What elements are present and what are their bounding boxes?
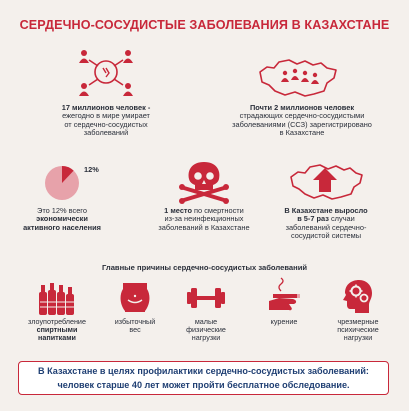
stat-registered-text bbox=[232, 104, 372, 137]
causes-title: Главные причины сердечно-сосудистых заболеваний bbox=[101, 263, 308, 272]
stat-deaths-line3: от сердечно-сосудистых заболеваний bbox=[64, 119, 148, 137]
stat-registered-line2: страдающих сердечно-сосудистыми bbox=[239, 111, 365, 121]
stat-registered-bold: Почти 2 миллионов человек bbox=[249, 103, 355, 112]
cause-overweight-line1: избыточный bbox=[114, 317, 156, 326]
head-gears-icon bbox=[341, 279, 375, 315]
people-heart-icon bbox=[76, 48, 136, 100]
cause-alcohol bbox=[22, 318, 92, 342]
stat-deaths-text bbox=[44, 104, 168, 137]
cause-alcohol-line2: спиртными bbox=[36, 325, 78, 335]
cause-low-activity-line1: малые bbox=[194, 317, 218, 326]
stat-working-line2: экономически bbox=[36, 214, 88, 224]
cause-smoking-line1: курение bbox=[270, 317, 298, 326]
map-up-arrow-icon bbox=[288, 162, 364, 202]
stat-registered-line3: заболеваниями (ССЗ) зарегистрировано bbox=[232, 119, 372, 129]
belly-icon bbox=[119, 281, 151, 315]
stat-working-line1: Это 12% всего bbox=[37, 206, 87, 215]
stat-mortality-line1-rest: по смертности bbox=[191, 206, 244, 215]
prevention-line1: В Казахстане в целях профилактики сердечно-сосудистых заболеваний: bbox=[38, 366, 369, 376]
cause-smoking bbox=[249, 318, 319, 326]
cause-alcohol-line1: злоупотребление bbox=[28, 317, 86, 326]
cause-overweight-line2: вес bbox=[129, 325, 141, 335]
stat-mortality-line3: заболеваний в Казахстане bbox=[158, 222, 250, 232]
cause-mental-stress bbox=[323, 318, 393, 342]
stat-deaths-bold: 17 миллионов человек - bbox=[61, 103, 151, 112]
stat-mortality-bold: 1 место bbox=[164, 206, 192, 215]
cause-overweight bbox=[100, 318, 170, 334]
prevention-banner bbox=[18, 361, 389, 395]
cigarette-hand-icon bbox=[267, 283, 303, 313]
skull-crossbones-icon bbox=[176, 160, 232, 204]
cause-low-activity-line3: нагрузки bbox=[191, 333, 221, 343]
stat-growth-line2-bold: в 5-7 раз bbox=[297, 214, 329, 224]
stat-growth-line3: заболеваний сердечно- bbox=[285, 222, 367, 232]
pie-chart-icon bbox=[40, 162, 102, 204]
stat-deaths-line2: ежегодно в мире умирает bbox=[62, 111, 150, 121]
prevention-line2: человек старше 40 лет может пройти бесплатное обследование. bbox=[57, 379, 350, 390]
stat-working-line3: активного населения bbox=[23, 222, 101, 232]
cause-low-activity bbox=[171, 318, 241, 342]
stat-mortality-text bbox=[143, 207, 265, 232]
stat-growth-text bbox=[270, 207, 382, 240]
cause-mental-stress-line3: нагрузки bbox=[343, 333, 373, 343]
stat-growth-line4: сосудистой системы bbox=[290, 230, 362, 240]
bottles-icon bbox=[37, 282, 77, 316]
cause-mental-stress-line1: чрезмерные bbox=[337, 317, 379, 326]
stat-registered-line4: в Казахстане bbox=[279, 127, 325, 137]
stat-working-text bbox=[22, 207, 102, 232]
stat-growth-line2-rest: случаи bbox=[328, 214, 355, 224]
stat-mortality-line2: из-за неинфекционных bbox=[164, 214, 244, 224]
page-title: СЕРДЕЧНО-СОСУДИСТЫЕ ЗАБОЛЕВАНИЯ В КАЗАХСТАНЕ bbox=[19, 18, 390, 32]
kazakhstan-map-icon bbox=[257, 56, 339, 100]
cause-alcohol-line3: напитками bbox=[38, 333, 76, 343]
cause-low-activity-line2: физические bbox=[186, 325, 226, 335]
pie-percent-label: 12% bbox=[84, 165, 99, 174]
dumbbell-icon bbox=[186, 286, 226, 310]
stat-growth-bold: В Казахстане выросло bbox=[284, 206, 368, 215]
cause-mental-stress-line2: психические bbox=[337, 325, 379, 335]
